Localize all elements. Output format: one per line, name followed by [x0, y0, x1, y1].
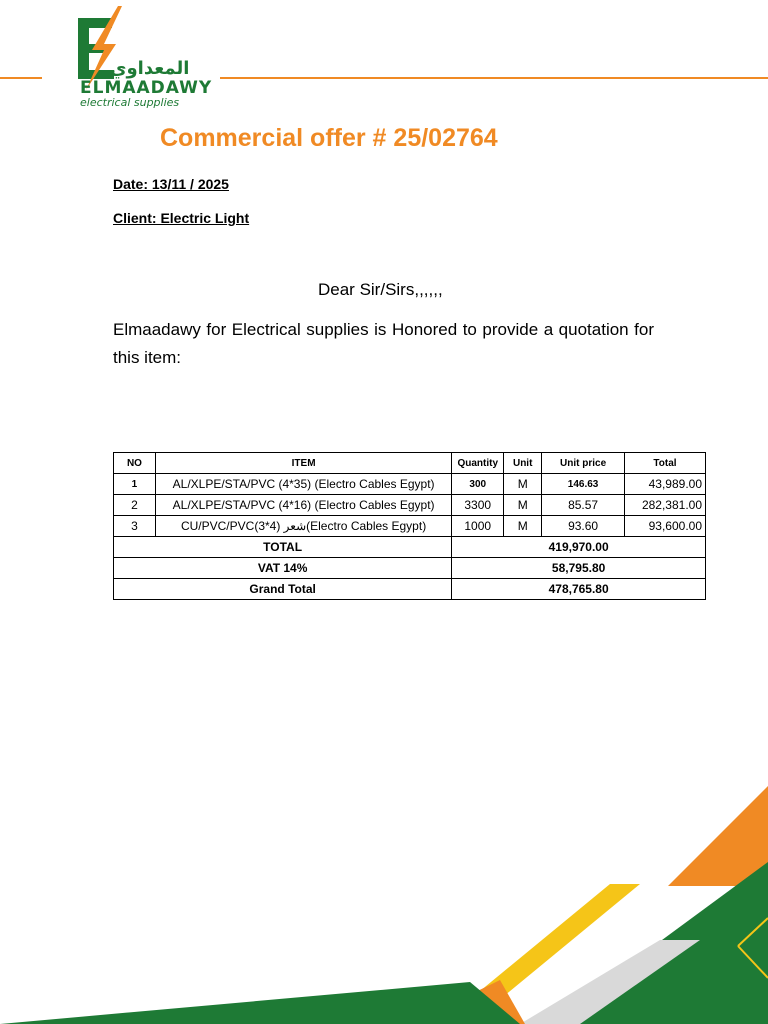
greeting: Dear Sir/Sirs,,,,,,	[318, 280, 443, 299]
row-unit-price: 146.63	[542, 474, 625, 495]
row-total: 43,989.00	[625, 474, 706, 495]
row-no: 3	[114, 516, 156, 537]
row-total: 93,600.00	[625, 516, 706, 537]
header-item: ITEM	[155, 453, 451, 474]
row-item: AL/XLPE/STA/PVC (4*35) (Electro Cables Egypt)	[155, 474, 451, 495]
intro-paragraph: Elmaadawy for Electrical supplies is Honored to provide a quotation for this item:	[113, 320, 654, 367]
row-item: AL/XLPE/STA/PVC (4*16) (Electro Cables Egypt)	[155, 495, 451, 516]
header-unit: Unit	[504, 453, 542, 474]
logo-arabic-text: المعداوي	[110, 58, 190, 79]
header-no: NO	[114, 453, 156, 474]
summary-label: VAT 14%	[114, 558, 452, 579]
row-quantity: 1000	[452, 516, 504, 537]
client-line: Client: Electric Light	[113, 210, 250, 226]
summary-value: 58,795.80	[452, 558, 706, 579]
row-quantity: 300	[452, 474, 504, 495]
row-no: 1	[114, 474, 156, 495]
summary-value: 419,970.00	[452, 537, 706, 558]
offer-title: Commercial offer # 25/02764	[160, 124, 498, 152]
logo-brand-text: ELMAADAWY	[80, 78, 213, 98]
row-unit-price: 85.57	[542, 495, 625, 516]
summary-label: TOTAL	[114, 537, 452, 558]
date-line: Date: 13/11 / 2025	[113, 176, 229, 192]
row-unit: M	[504, 474, 542, 495]
header-total: Total	[625, 453, 706, 474]
logo-subtitle: electrical supplies	[80, 96, 180, 109]
header-quantity: Quantity	[452, 453, 504, 474]
row-unit: M	[504, 516, 542, 537]
summary-label: Grand Total	[114, 579, 452, 600]
row-unit: M	[504, 495, 542, 516]
summary-value: 478,765.80	[452, 579, 706, 600]
row-no: 2	[114, 495, 156, 516]
row-item: CU/PVC/PVC(3*4) شعر(Electro Cables Egypt)	[155, 516, 451, 537]
row-unit-price: 93.60	[542, 516, 625, 537]
row-total: 282,381.00	[625, 495, 706, 516]
header-unit-price: Unit price	[542, 453, 625, 474]
row-quantity: 3300	[452, 495, 504, 516]
